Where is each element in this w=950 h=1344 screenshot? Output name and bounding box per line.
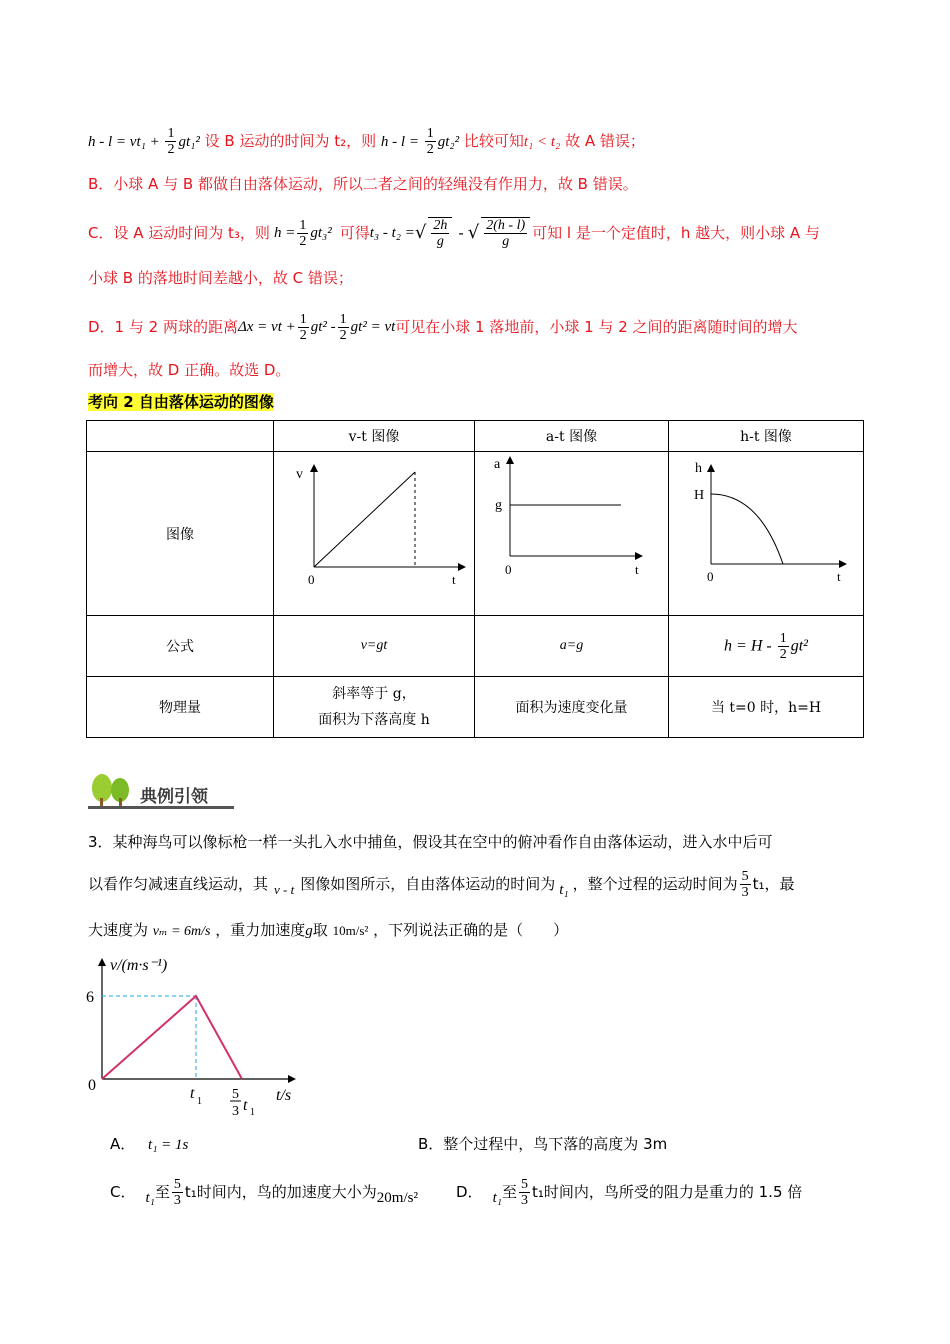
y-arrow (707, 464, 715, 472)
solution-line-d2: 而增大，故 D 正确。故选 D。 (88, 361, 291, 379)
equation: v - t (274, 882, 295, 897)
fraction: $\frac{1}{2}$ (167, 126, 175, 157)
origin-label: 0 (308, 572, 315, 587)
t1-sub: 1 (197, 1096, 202, 1107)
equation: t₁ (145, 1190, 155, 1206)
vt-graph (274, 452, 474, 615)
equation: Δx = vt + (237, 319, 296, 335)
fraction: $\frac{1}{2}$ (779, 630, 787, 662)
text: 大速度为 (88, 921, 149, 939)
banner (88, 768, 234, 810)
text: ，下列说法正确的是（ ） (373, 921, 569, 939)
equation: vₘ = 6m/s (152, 924, 211, 939)
t1-label: t (190, 1085, 195, 1102)
t53-den: 3 (232, 1104, 239, 1119)
row-label-graph: 图像 (87, 452, 274, 616)
question-line-3 (88, 920, 568, 942)
y-arrow (506, 456, 514, 464)
solution-line-d (88, 310, 798, 344)
fraction: $\frac{5}{3}$ (173, 1176, 181, 1208)
option-d[interactable] (456, 1172, 802, 1212)
x-arrow (635, 552, 643, 560)
equation: g (305, 923, 313, 939)
text: 故 A 错误； (565, 132, 645, 150)
option-a[interactable] (110, 1134, 188, 1155)
formula-vt: v=gt (274, 616, 475, 677)
text: ，重力加速度 (215, 921, 306, 939)
text: 图像如图所示，自由落体运动的时间为 (300, 875, 556, 893)
option-a-text: t₁ = 1s (148, 1137, 189, 1153)
text: 可见在小球 1 落地前，小球 1 与 2 之间的距离随时间的增大 (395, 318, 798, 336)
solution-line-a (88, 126, 645, 157)
vt-graph-cell (274, 452, 475, 616)
quantity-vt-2: 面积为下落高度 h (318, 712, 430, 728)
at-graph-cell (475, 452, 669, 616)
option-c[interactable] (110, 1172, 418, 1212)
t53-num: 5 (232, 1087, 239, 1102)
at-graph (475, 452, 668, 615)
fraction: $\frac{5}{3}$ (741, 868, 749, 900)
equation: h - l = (380, 134, 423, 150)
equation: h = H - (724, 637, 776, 654)
y-arrow (310, 464, 318, 472)
equation: gt₂² (437, 134, 460, 150)
header-empty (87, 421, 274, 452)
header-ht: h-t 图像 (669, 421, 864, 452)
y-tick-6: 6 (86, 989, 94, 1006)
t53-sub: 1 (250, 1107, 255, 1118)
y-arrow (98, 958, 106, 966)
origin-label: 0 (707, 569, 714, 584)
option-c-label: C． (110, 1183, 136, 1201)
sqrt-sign: √ (467, 222, 480, 243)
x-label: t (452, 572, 456, 587)
equation: h - l = vt₁ + (88, 134, 164, 150)
row-label-quantity: 物理量 (87, 677, 274, 738)
question-line-2 (88, 866, 795, 902)
origin-label: 0 (88, 1077, 96, 1094)
text: t₁时间内，鸟的加速度大小为 (184, 1183, 377, 1201)
ht-graph-cell (669, 452, 864, 616)
option-d-label: D． (456, 1183, 483, 1201)
x-axis-label: t/s (276, 1087, 292, 1104)
text: t₁时间内，鸟所受的阻力是重力的 1.5 倍 (531, 1183, 803, 1201)
row-label-formula: 公式 (87, 616, 274, 677)
t53-t: t (243, 1097, 248, 1114)
vt-question-graph (80, 952, 310, 1122)
equation: gt² (790, 637, 808, 654)
origin-label: 0 (505, 562, 512, 577)
fraction: $\frac{1}{2}$ (426, 126, 434, 157)
fraction: $\frac{1}{2}$ (339, 311, 347, 343)
text: C．设 A 运动时间为 t₃，则 (88, 224, 270, 242)
H-label: H (694, 488, 705, 503)
equation: t₃ - t₂ = (369, 225, 415, 241)
velocity-line (102, 996, 242, 1079)
equation: gt² = vt (350, 319, 396, 335)
option-b[interactable] (418, 1134, 667, 1154)
equation: 10m/s² (332, 923, 369, 938)
g-label: g (495, 498, 502, 513)
y-label: h (695, 461, 702, 476)
equation: t₁ (559, 882, 569, 898)
text: 至 (154, 1183, 170, 1201)
fraction: $\frac{2(h - l)}{g}$ (481, 217, 530, 249)
header-at: a-t 图像 (475, 421, 669, 452)
text: 取 (312, 921, 328, 939)
quantity-vt (274, 677, 475, 738)
option-b-label: B． (418, 1135, 444, 1153)
solution-line-c2: 小球 B 的落地时间差越小，故 C 错误； (88, 269, 353, 287)
formula-at: a=g (475, 616, 669, 677)
fraction: $\frac{1}{2}$ (299, 217, 307, 249)
option-b-text: 整个过程中，鸟下落的高度为 3m (443, 1135, 668, 1153)
option-a-label: A． (110, 1135, 136, 1153)
y-label: a (494, 457, 501, 472)
header-vt: v-t 图像 (274, 421, 475, 452)
text: 至 (501, 1183, 517, 1201)
text: 比较可知 (463, 132, 524, 150)
y-axis-label: v/(m·s⁻¹) (110, 957, 168, 974)
text: 可得 (339, 224, 370, 242)
fraction: $\frac{1}{2}$ (299, 311, 307, 343)
equation: gt₃² (310, 225, 332, 241)
equation: t₁ (492, 1190, 502, 1206)
quantity-vt-1: 斜率等于 g， (332, 686, 416, 702)
equation: gt² - (310, 319, 336, 335)
sqrt-sign: √ (414, 222, 427, 243)
y-label: v (296, 467, 303, 482)
vt-line (314, 472, 415, 567)
fraction: $\frac{5}{3}$ (520, 1176, 528, 1208)
banner-text: 典例引领 (140, 787, 208, 807)
text: - (458, 224, 464, 242)
x-arrow (288, 1075, 296, 1083)
quantity-at: 面积为速度变化量 (475, 677, 669, 738)
section-title-text: 考向 2 自由落体运动的图像 (88, 393, 274, 411)
text: t₁，最 (752, 875, 795, 893)
x-label: t (635, 562, 639, 577)
equation: 20m/s² (376, 1190, 418, 1206)
section-title (88, 392, 274, 412)
solution-line-b: B．小球 A 与 B 都做自由落体运动，所以二者之间的轻绳没有作用力，故 B 错误。 (88, 175, 638, 193)
solution-line-c (88, 216, 820, 250)
ht-graph (669, 452, 863, 615)
comparison-table (86, 420, 864, 738)
text: 以看作匀减速直线运动，其 (88, 875, 269, 893)
equation: h = (273, 225, 296, 241)
text: 可知 l 是一个定值时，h 越大，则小球 A 与 (532, 224, 820, 242)
formula-ht (669, 616, 864, 677)
x-arrow (839, 560, 847, 568)
question-line-1: 3．某种海鸟可以像标枪一样一头扎入水中捕鱼，假设其在空中的俯冲看作自由落体运动，进入水中后可 (88, 833, 773, 851)
ht-curve (711, 494, 783, 564)
fraction: $\frac{2h}{g}$ (428, 217, 452, 249)
quantity-ht: 当 t=0 时，h=H (669, 677, 864, 738)
x-label: t (837, 569, 841, 584)
equation: t₁ < t₂ (523, 134, 561, 150)
x-arrow (458, 563, 466, 571)
text: 设 B 运动的时间为 t₂，则 (204, 132, 377, 150)
text: D．1 与 2 两球的距离 (88, 318, 238, 336)
text: ，整个过程的运动时间为 (572, 875, 738, 893)
equation: gt₁² (178, 134, 200, 150)
